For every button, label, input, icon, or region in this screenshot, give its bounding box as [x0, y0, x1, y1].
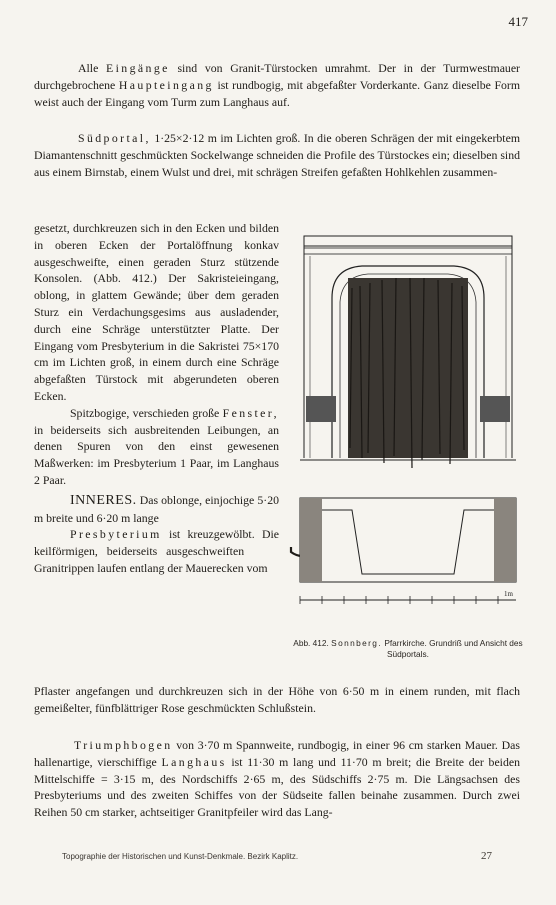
rib-profile-icon — [253, 546, 279, 558]
footer-text: Topographie der Historischen und Kunst-Denkmale. Bezirk Kaplitz. — [62, 852, 299, 861]
intro-text: sind von Granit-Türstocken umrahmt. Der in der Turmwestmauer durchgebrochene — [34, 61, 520, 92]
pflaster-paragraph: Pflaster angefangen und durchkreuzen sich in der Höhe von 6·50 m in einem runden, mit flach gemeißelter, fünfblättriger Rose geschmückten Schlußstein. — [34, 684, 520, 715]
caption-place: Sonnberg. — [331, 638, 383, 648]
body-text: ist 11·30 m lang und 11·70 m breit; die Breite der beiden Mittelschiffe = 3·15 m, des Nordschiffs 2·65 m, des Südschiffs 2·75 m. Die Längsachsen des Presbyteriums und des zweiten Schiffes von der Südseite fallen beinahe zusammen. Durch zwei Reihen 50 cm starker, achtseitiger Granitpfeiler wird das Lang- — [34, 754, 520, 820]
intro-text: ist rundbogig, mit abgefaßter Vorderkante. Ganz dieselbe Form weist auch der Eingang vom Turm zum Langhaus auf. — [34, 77, 521, 109]
intro-paragraph-2 — [34, 130, 520, 180]
body-text: Granitrippen laufen entlang der Mauerecken vom — [34, 560, 268, 575]
intro-spaced-term: Eingänge — [106, 61, 170, 75]
scale-unit: 1m — [504, 590, 513, 598]
body-text: Das oblonge, einjochige 5·20 m breite und 6·20 m lange — [34, 492, 279, 525]
footer-page-number: 27 — [481, 850, 492, 862]
page-number: 417 — [508, 14, 528, 29]
figure-label: Abb. 412. — [293, 638, 329, 648]
spaced-term: Langhaus — [161, 754, 227, 769]
portal-figure — [292, 228, 524, 613]
intro-text: Alle — [78, 61, 99, 75]
body-text: ist kreuzgewölbt. Die keilförmigen, beiderseits ausgeschweiften — [34, 527, 280, 559]
triumphbogen-paragraph — [34, 737, 520, 821]
body-text: Spitzbogige, verschieden große — [70, 405, 220, 420]
intro-spaced-term: Südportal, — [78, 131, 151, 145]
body-text: in beiderseits sich ausbreitenden Leibungen, an denen Spuren von den einst gewesenen Maßwerken: im Presbyterium 1 Paar, im Langhaus 2 Paar. — [34, 422, 279, 487]
page-footer — [62, 852, 492, 861]
portal-drawing — [292, 228, 524, 613]
section-heading: INNERES. — [70, 492, 137, 508]
fenster-paragraph — [34, 405, 279, 489]
spaced-term: Fenster, — [222, 405, 280, 420]
spaced-term: Presbyterium — [70, 527, 162, 542]
body-text: von 3·70 m Spannweite, rundbogig, in einer 96 cm starken Mauer. Das hallenartige, vierschiffige — [34, 738, 520, 769]
intro-spaced-term: Haupteingang — [118, 77, 214, 92]
left-column — [34, 220, 279, 577]
figure-caption — [288, 638, 528, 660]
intro-text: 1·25×2·12 m im Lichten groß. In die oberen Schrägen der mit eingekerbtem Diamantenschnitt geschmückten Sockelwange schneiden die Profile des Türstockes ein; dieselben sind aus einem Birnstab, einem Wulst und drei, mit schrägen Streifen gefaßten Hohlkehlen zusammen- — [34, 131, 520, 179]
caption-text: Pfarrkirche. Grundriß und Ansicht des Südportals. — [384, 638, 523, 659]
spaced-term: Triumphbogen — [74, 738, 173, 752]
intro-paragraph-1 — [34, 60, 520, 110]
portal-description: gesetzt, durchkreuzen sich in den Ecken und bilden in oberen Ecken der Portalöffnung konkav ausgeschweifte, einen geraden Sturz stützende Konsolen. (Abb. 412.) Der Sakristeieingang, oblong, in glattem Gewände; über dem geraden Sturz ein Verdachungsgesims aus ausladender, durch eine Schräge unterstützter Platte. Der Eingang vom Presbyterium in die Sakristei 75×170 cm im Lichten groß, in einem durch eine Schräge abgefaßten Türstock mit abgerundeten oberen Ecken. — [34, 221, 279, 403]
presbyterium-paragraph — [34, 526, 279, 576]
inneres-paragraph — [34, 492, 279, 527]
